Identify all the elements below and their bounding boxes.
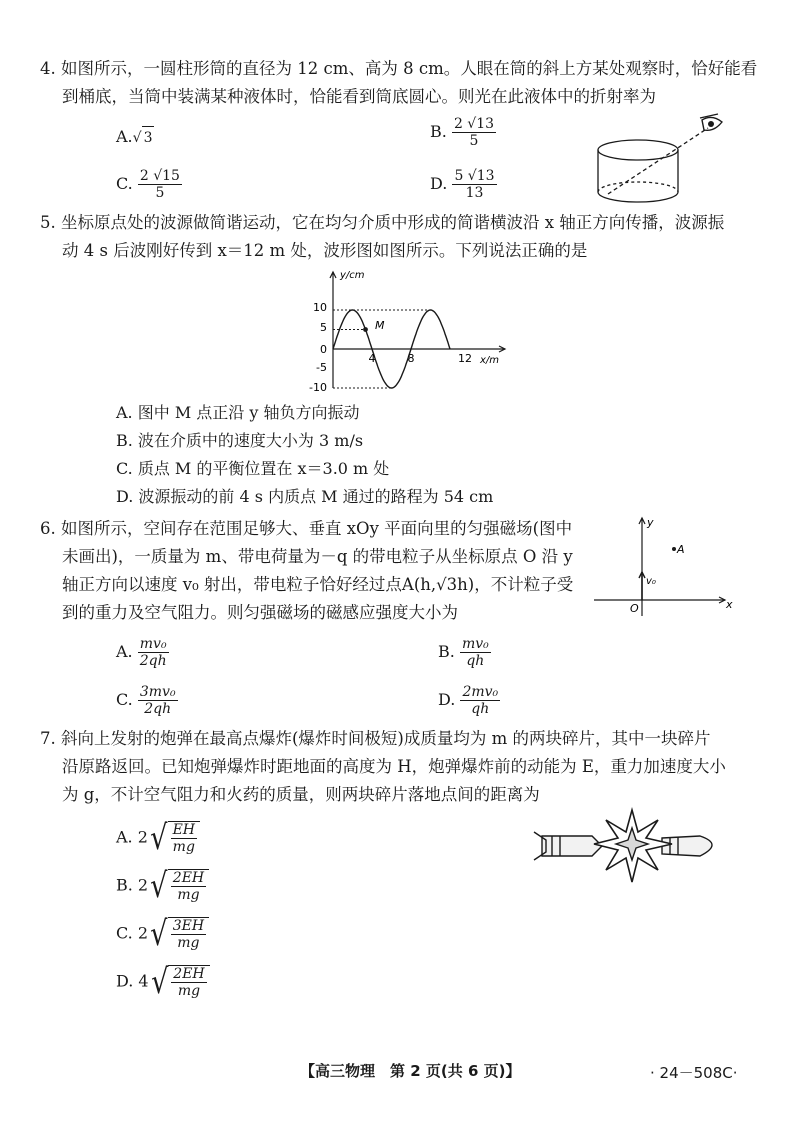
- q6-option-c-num: 3mv₀: [139, 684, 176, 700]
- q6-option-a: [116, 636, 169, 669]
- wave-ytick-0: 0: [320, 343, 327, 356]
- q7-option-a: A. 2 √ $\frac{EH}{mg}$: [116, 818, 200, 858]
- q6-option-d-num: 2mv₀: [462, 684, 499, 700]
- q4-option-c-num: 2 √15: [139, 168, 180, 184]
- q5-stem-line2: 动 4 s 后波刚好传到 x＝12 m 处，波形图如图所示。下列说法正确的是: [62, 241, 588, 260]
- q7-option-a-num: EH: [172, 822, 196, 838]
- q4-option-c-den: 5: [155, 185, 165, 201]
- q4-option-a-label: A.: [116, 127, 133, 146]
- q4-option-b-label: B.: [430, 122, 447, 141]
- q6-option-a-label: A.: [116, 642, 133, 661]
- wave-ytick-neg10: -10: [309, 381, 327, 394]
- q4-option-d-label: D.: [430, 174, 448, 193]
- q6-option-c-label: C.: [116, 690, 133, 709]
- q4-option-c: [116, 168, 182, 201]
- xoy-x-label: x: [726, 598, 733, 611]
- cylinder-bottom-back: [598, 182, 678, 192]
- q4-option-b-num: 2 √13: [453, 116, 495, 132]
- q6-option-c: [116, 684, 178, 717]
- q4-option-d: [430, 168, 497, 201]
- wave-x-label: x/m: [480, 355, 500, 366]
- page-footer-code: · 24－508C·: [650, 1064, 738, 1082]
- q4-option-a: A.√ 3: [116, 126, 154, 149]
- q7-stem-line1: 7. 斜向上发射的炮弹在最高点爆炸(爆炸时间极短)成质量均为 m 的两块碎片，其中一块碎片: [40, 729, 711, 748]
- wave-xtick-4: 4: [368, 352, 376, 365]
- q4-option-d-den: 13: [465, 185, 484, 201]
- origin-label: O: [630, 602, 639, 615]
- q4-stem-line2: 到桶底，当筒中装满某种液体时，恰能看到筒底圆心。则光在此液体中的折射率为: [62, 87, 656, 106]
- cylinder-figure: [590, 112, 740, 212]
- q6-stem-line1: 6. 如图所示，空间存在范围足够大、垂直 xOy 平面向里的匀强磁场(图中: [40, 519, 573, 538]
- wave-m-label: M: [375, 319, 385, 332]
- q7-option-b: B. 2 √ $\frac{2EH}{mg}$: [116, 866, 209, 906]
- q7-option-a-label: A. 2: [116, 827, 148, 847]
- q7-stem-line2: 沿原路返回。已知炮弹爆炸时距地面的高度为 H，炮弹爆炸前的动能为 E，重力加速度大小: [62, 757, 726, 776]
- q7-option-d-num: 2EH: [173, 966, 205, 982]
- q7-stem-line3: 为 g，不计空气阻力和火药的质量，则两块碎片落地点间的距离为: [62, 785, 540, 804]
- q4-option-c-label: C.: [116, 174, 133, 193]
- wave-chart: [300, 266, 530, 396]
- q5-option-b: B. 波在介质中的速度大小为 3 m/s: [116, 431, 364, 450]
- q6-option-b: [438, 636, 491, 669]
- q6-stem-line4: 到的重力及空气阻力。则匀强磁场的磁感应强度大小为: [62, 603, 458, 622]
- page-footer-title: 【高三物理 第 2 页(共 6 页)】: [300, 1062, 521, 1080]
- shell-explosion-figure: [532, 806, 732, 886]
- wave-ytick-10: 10: [313, 301, 327, 314]
- wave-xtick-8: 8: [407, 352, 415, 365]
- shell-tail-fragment: [534, 832, 602, 860]
- q4-option-a-value: 3: [142, 126, 155, 149]
- point-a-dot: [672, 547, 676, 551]
- q6-option-c-den: 2qh: [144, 701, 172, 717]
- cylinder-bottom-front: [598, 192, 678, 202]
- q5-option-c: C. 质点 M 的平衡位置在 x＝3.0 m 处: [116, 459, 390, 478]
- xoy-figure: [590, 512, 740, 622]
- wave-y-label: y/cm: [340, 270, 365, 281]
- q5-stem-line1: 5. 坐标原点处的波源做简谐运动，它在均匀介质中形成的简谐横波沿 x 轴正方向传播，波源振: [40, 213, 725, 232]
- q6-stem-line3: 轴正方向以速度 v₀ 射出，带电粒子恰好经过点A(h,√3h)，不计粒子受: [62, 575, 574, 594]
- q6-option-a-den: 2qh: [139, 653, 167, 669]
- q6-option-d-label: D.: [438, 690, 456, 709]
- v0-label: v₀: [646, 576, 656, 587]
- xoy-y-label: y: [647, 516, 654, 529]
- q5-option-d: D. 波源振动的前 4 s 内质点 M 通过的路程为 54 cm: [116, 487, 494, 506]
- q6-option-b-den: qh: [466, 653, 485, 669]
- q4-option-b: [430, 116, 496, 149]
- wave-ytick-5: 5: [320, 321, 327, 334]
- q7-option-d-den: mg: [177, 983, 201, 999]
- shell-nose-fragment: [662, 836, 712, 856]
- q5-option-a: A. 图中 M 点正沿 y 轴负方向振动: [116, 403, 360, 422]
- q7-option-c-den: mg: [177, 935, 200, 951]
- q6-option-d-den: qh: [471, 701, 490, 717]
- q7-option-b-num: 2EH: [172, 870, 205, 886]
- point-a-label: A: [677, 543, 685, 556]
- sight-line: [608, 128, 708, 194]
- q7-option-d: D. 4 √ $\frac{2EH}{mg}$: [116, 962, 210, 1002]
- q7-option-c-label: C. 2: [116, 923, 149, 943]
- q4-stem-line1: 4. 如图所示，一圆柱形筒的直径为 12 cm、高为 8 cm。人眼在筒的斜上方某处观察时，恰好能看: [40, 59, 758, 78]
- q7-option-c: C. 2 √ $\frac{3EH}{mg}$: [116, 914, 209, 954]
- q6-option-a-num: mv₀: [138, 636, 169, 653]
- q7-option-b-den: mg: [177, 887, 200, 903]
- q7-option-c-num: 3EH: [172, 918, 205, 934]
- q6-option-d: [438, 684, 500, 717]
- q7-option-d-label: D. 4: [116, 971, 149, 991]
- wave-point-m: [363, 327, 368, 332]
- q6-option-b-num: mv₀: [461, 636, 489, 652]
- wave-ytick-neg5: -5: [316, 361, 327, 374]
- q6-option-b-label: B.: [438, 642, 455, 661]
- q4-option-b-den: 5: [469, 133, 479, 149]
- cylinder-top: [598, 140, 678, 160]
- q6-stem-line2: 未画出)，一质量为 m、带电荷量为－q 的带电粒子从坐标原点 O 沿 y: [62, 547, 573, 566]
- wave-xtick-12: 12: [458, 352, 472, 365]
- q4-option-d-num: 5 √13: [454, 168, 495, 184]
- q7-option-b-label: B. 2: [116, 875, 149, 895]
- eye-icon: [700, 114, 722, 130]
- q7-option-a-den: mg: [172, 839, 195, 855]
